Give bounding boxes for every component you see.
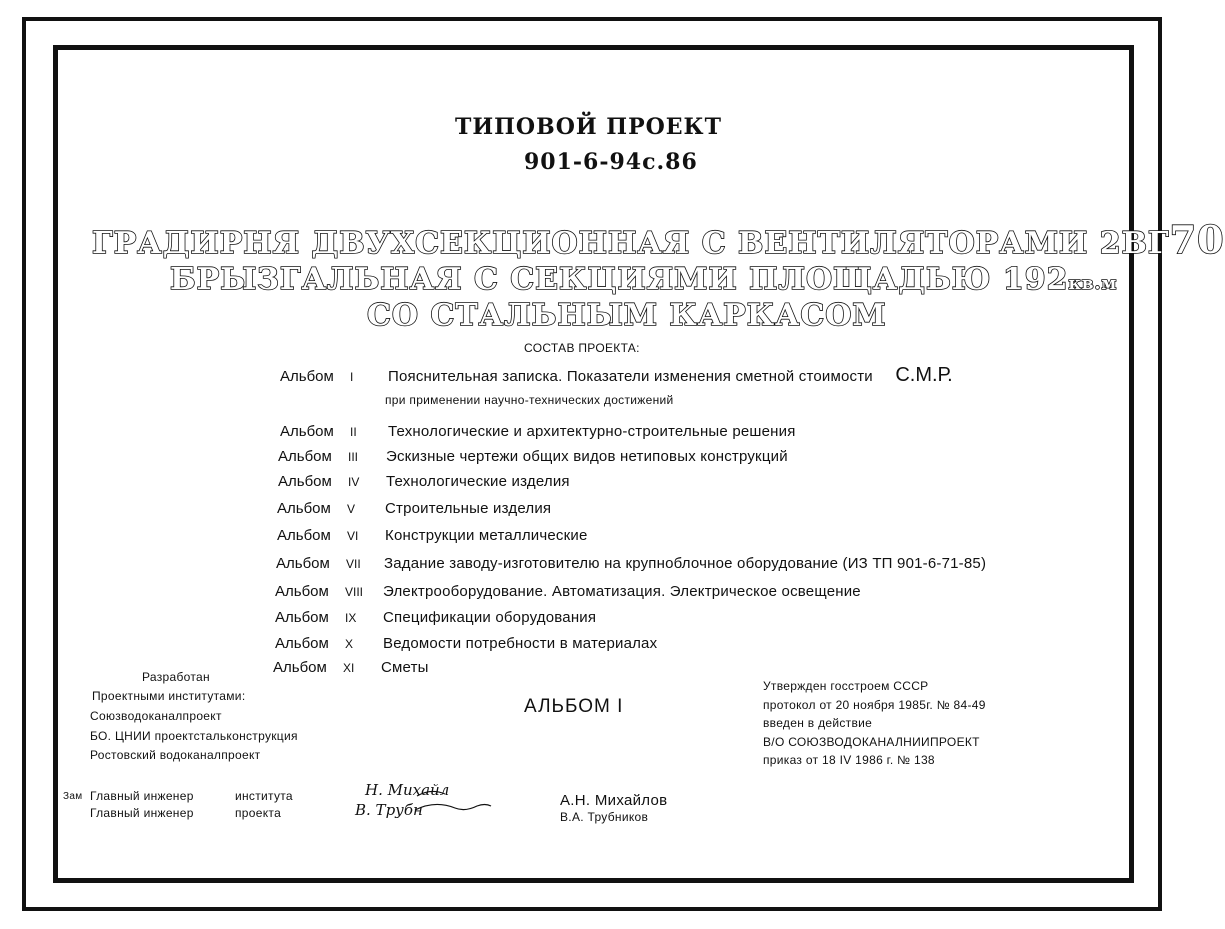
signer-name-1: А.Н. Михайлов xyxy=(560,792,668,809)
approved-line-4: В/О СОЮЗВОДОКАНАЛНИИПРОЕКТ xyxy=(763,735,980,749)
project-number: 901-6-94с.86 xyxy=(524,149,698,175)
developer-org-1: Союзводоканалпроект xyxy=(90,709,222,723)
album-description: Конструкции металлические xyxy=(385,527,588,544)
album-number: VIII xyxy=(345,585,364,599)
signer-org-1: института xyxy=(235,789,293,803)
signer-role-1: Главный инженер xyxy=(90,789,194,803)
album-description: Спецификации оборудования xyxy=(383,609,597,626)
signer-name-2: В.А. Трубников xyxy=(560,810,649,824)
deputy-prefix: Зам xyxy=(63,791,83,802)
signer-role-2: Главный инженер xyxy=(90,806,194,820)
album-row-8 xyxy=(275,583,861,601)
album-number: VI xyxy=(347,529,359,543)
album-description: Технологические изделия xyxy=(386,473,570,490)
album-label: Альбом xyxy=(278,473,332,490)
album-label: Альбом xyxy=(273,659,327,676)
album-row-2 xyxy=(280,423,796,441)
album-label: Альбом xyxy=(275,583,329,600)
album-row-11 xyxy=(273,659,429,677)
signature-strokes xyxy=(355,778,495,823)
album-label: Альбом xyxy=(275,609,329,626)
album-number: II xyxy=(350,425,357,439)
title-model-a: 2ВГ xyxy=(1099,226,1170,261)
approved-line-5: приказ от 18 IV 1986 г. № 138 xyxy=(763,753,935,767)
album-description: Пояснительная записка. Показатели изменения сметной стоимости xyxy=(388,368,873,385)
signer-org-2: проекта xyxy=(235,806,282,820)
album-label: Альбом xyxy=(276,555,330,572)
approved-line-1: Утвержден госстроем СССР xyxy=(763,679,929,693)
album-row-3 xyxy=(278,448,788,466)
album-extra: С.М.Р. xyxy=(895,364,953,386)
title-model-b: 70 xyxy=(1169,217,1225,262)
album-1-desc-line-2: при применении научно-технических достижений xyxy=(385,393,674,407)
album-description: Строительные изделия xyxy=(385,500,552,517)
project-type-label: ТИПОВОЙ ПРОЕКТ xyxy=(455,114,722,140)
album-number: III xyxy=(348,450,359,464)
album-row-7 xyxy=(276,555,986,573)
developed-institutes-label: Проектными институтами: xyxy=(92,689,246,703)
composition-heading: СОСТАВ ПРОЕКТА: xyxy=(524,341,640,355)
album-label: Альбом xyxy=(280,368,334,385)
album-description: Технологические и архитектурно-строительные решения xyxy=(388,423,796,440)
album-label: Альбом xyxy=(277,500,331,517)
approved-line-2: протокол от 20 ноября 1985г. № 84-49 xyxy=(763,698,986,712)
album-number: V xyxy=(347,502,356,516)
album-row-4 xyxy=(278,473,570,491)
developer-org-3: Ростовский водоканалпроект xyxy=(90,748,261,762)
album-label: Альбом xyxy=(280,423,334,440)
album-marker: АЛЬБОМ I xyxy=(524,696,624,717)
album-label: Альбом xyxy=(278,448,332,465)
signature-2: В. Трубн xyxy=(355,801,423,819)
album-number: VII xyxy=(346,557,361,571)
album-description: Эскизные чертежи общих видов нетиповых конструкций xyxy=(386,448,788,465)
approved-line-3: введен в действие xyxy=(763,716,873,730)
album-description: Ведомости потребности в материалах xyxy=(383,635,658,652)
album-number: IX xyxy=(345,611,357,625)
title-line-1-main: ГРАДИРНЯ ДВУХСЕКЦИОННАЯ С ВЕНТИЛЯТОРАМИ xyxy=(92,226,1089,261)
album-description: Сметы xyxy=(381,659,429,676)
title-area-unit: кв.м xyxy=(1068,274,1118,294)
album-description: Электрооборудование. Автоматизация. Электрическое освещение xyxy=(383,583,861,600)
title-line-2-main: БРЫЗГАЛЬНАЯ С СЕКЦИЯМИ ПЛОЩАДЬЮ 192 xyxy=(170,262,1069,297)
album-number: I xyxy=(350,370,354,384)
album-label: Альбом xyxy=(277,527,331,544)
signature-1: Н. Михайл xyxy=(365,781,450,799)
album-row-1 xyxy=(280,364,953,387)
title-line-2 xyxy=(170,262,1117,297)
album-row-9 xyxy=(275,609,596,627)
developed-label: Разработан xyxy=(142,670,210,684)
album-row-6 xyxy=(277,527,588,545)
album-row-10 xyxy=(275,635,657,653)
album-number: XI xyxy=(343,661,355,675)
title-line-1 xyxy=(92,217,1225,262)
album-number: IV xyxy=(348,475,360,489)
developer-org-2: БО. ЦНИИ проектстальконструкция xyxy=(90,729,298,743)
album-description: Задание заводу-изготовителю на крупноблочное оборудование (ИЗ ТП 901-6-71-85) xyxy=(384,555,987,572)
album-number: X xyxy=(345,637,354,651)
album-row-5 xyxy=(277,500,551,518)
title-line-3: СО СТАЛЬНЫМ КАРКАСОМ xyxy=(367,298,887,333)
album-label: Альбом xyxy=(275,635,329,652)
